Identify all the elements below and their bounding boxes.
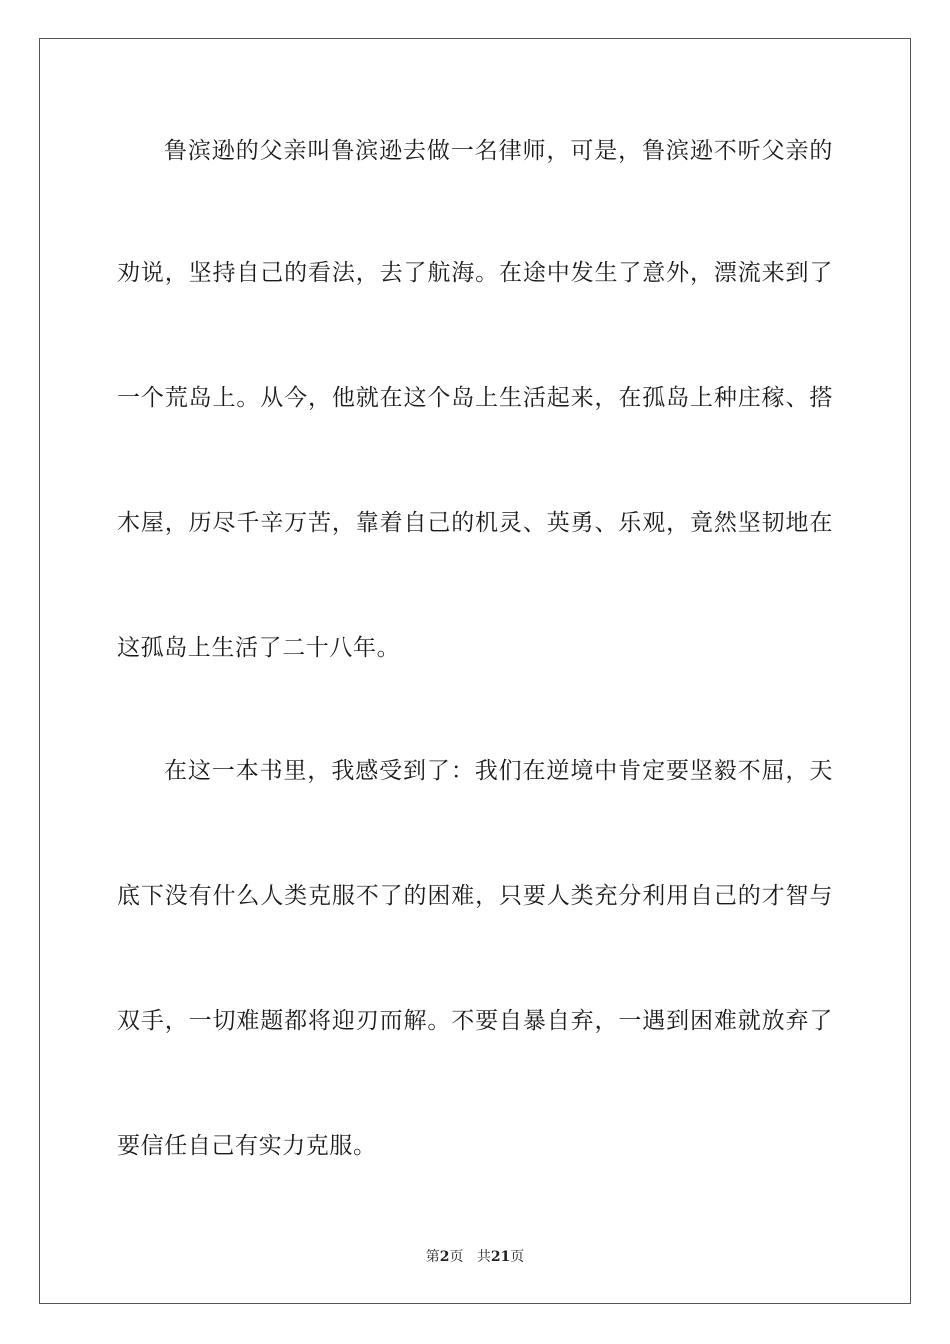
total-suffix: 页 <box>510 1249 525 1265</box>
page-prefix: 第 <box>425 1249 440 1265</box>
paragraph-1-line-5: 这孤岛上生活了二十八年。 <box>117 635 401 661</box>
paragraph-1-line-1: 鲁滨逊的父亲叫鲁滨逊去做一名律师，可是，鲁滨逊不听父亲的 <box>164 138 833 164</box>
paragraph-2-line-3: 双手，一切难题都将迎刃而解。不要自暴自弃，一遇到困难就放弃了 <box>117 1008 833 1034</box>
paragraph-2-line-4: 要信任自己有实力克服。 <box>117 1133 377 1159</box>
page-suffix: 页 <box>449 1249 464 1265</box>
page-footer <box>0 1246 950 1266</box>
paragraph-2-line-2: 底下没有什么人类克服不了的困难，只要人类充分利用自己的才智与 <box>117 883 833 909</box>
total-prefix: 共 <box>476 1249 491 1265</box>
paragraph-1-line-3: 一个荒岛上。从今，他就在这个岛上生活起来，在孤岛上种庄稼、搭 <box>117 385 833 411</box>
paragraph-1-line-4: 木屋，历尽千辛万苦，靠着自己的机灵、英勇、乐观，竟然坚韧地在 <box>117 510 833 536</box>
page-total: 21 <box>490 1249 511 1265</box>
paragraph-2-line-1: 在这一本书里，我感受到了：我们在逆境中肯定要坚毅不屈，天 <box>164 758 833 784</box>
paragraph-1-line-2: 劝说，坚持自己的看法，去了航海。在途中发生了意外，漂流来到了 <box>117 260 833 286</box>
page-current: 2 <box>439 1249 450 1265</box>
page-border <box>39 38 911 1304</box>
